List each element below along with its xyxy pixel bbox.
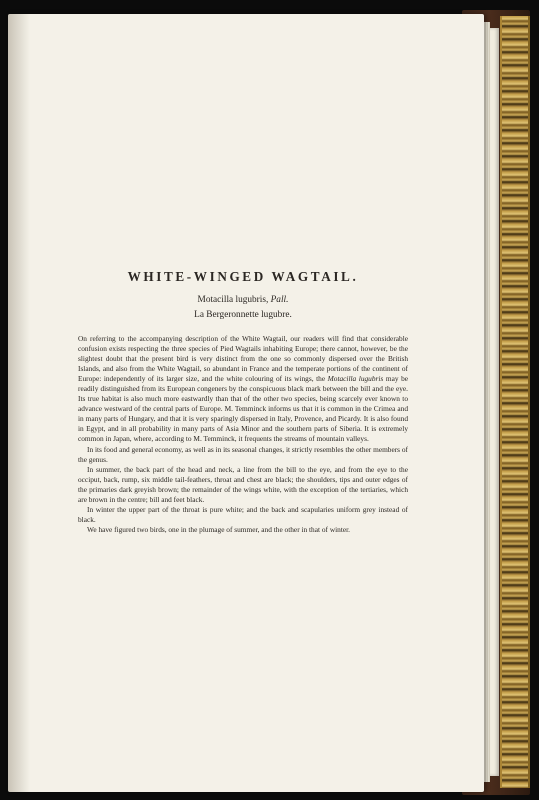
paragraph-1-text-b: may be readily distinguished from its European congeners by the conspicuous black mark between the bill and the eye. Its true habitat is also much more eastwardly than that of the other two species, being scarcely ever known to advance westward of the central parts of Europe. M. Temminck informs us that it is common in the Crimea and in many parts of Hungary, and that it is very sparingly dispersed in Italy, Provence, and Picardy. It is also found in Egypt, and in all probability in many parts of Asia Minor and the southern parts of Siberia. It is extremely common in Japan, where, according to M. Temminck, it frequents the streams of mountain valleys. (78, 374, 409, 444)
french-name: La Bergeronnette lugubre. (194, 310, 292, 320)
paragraph-5: We have figured two birds, one in the plumage of summer, and the other in that of winter. (87, 524, 351, 534)
page-text-block (78, 269, 408, 535)
paragraph-4: In winter the upper part of the throat is pure white; and the back and scapularies uniform grey instead of black. (78, 504, 408, 524)
paragraph-1-italic: Motacilla lugubris (327, 374, 384, 384)
latin-name: Motacilla lugubris, (197, 295, 271, 305)
book-page (8, 14, 484, 792)
latin-name-line (78, 295, 408, 305)
paragraph-3: In summer, the back part of the head and neck, a line from the bill to the eye, and from the eye to the occiput, back, rump, six middle tail-feathers, throat and chest are black; the shoulders, tips and outer edges of the primaries dark greyish brown; the remainder of the wings white, with the exception of the tertiaries, which are brown in the centre; bill and feet black. (78, 464, 408, 504)
paragraph-1-text-a: On referring to the accompanying description of the White Wagtail, our readers will find that considerable confusion exists respecting the three species of Pied Wagtails inhabiting Europe; there cannot, however, be the slightest doubt that the present bird is very distinct from the one so commonly dispersed over the British Islands, and also from the White Wagtail, so abundant in France and the temperate portions of the continent of Europe: independently of its larger size, and the white colouring of its wings, the (78, 334, 408, 384)
endpaper-strip (489, 28, 499, 776)
gilt-ornament-border (500, 16, 530, 788)
paragraph-1 (78, 334, 408, 445)
page-title: WHITE-WINGED WAGTAIL. (127, 269, 359, 284)
paragraph-2: In its food and general economy, as well as in its seasonal changes, it strictly resembles the other members of the genus. (78, 444, 408, 464)
gutter-shadow (8, 14, 30, 792)
latin-authority: Pall. (270, 295, 289, 305)
